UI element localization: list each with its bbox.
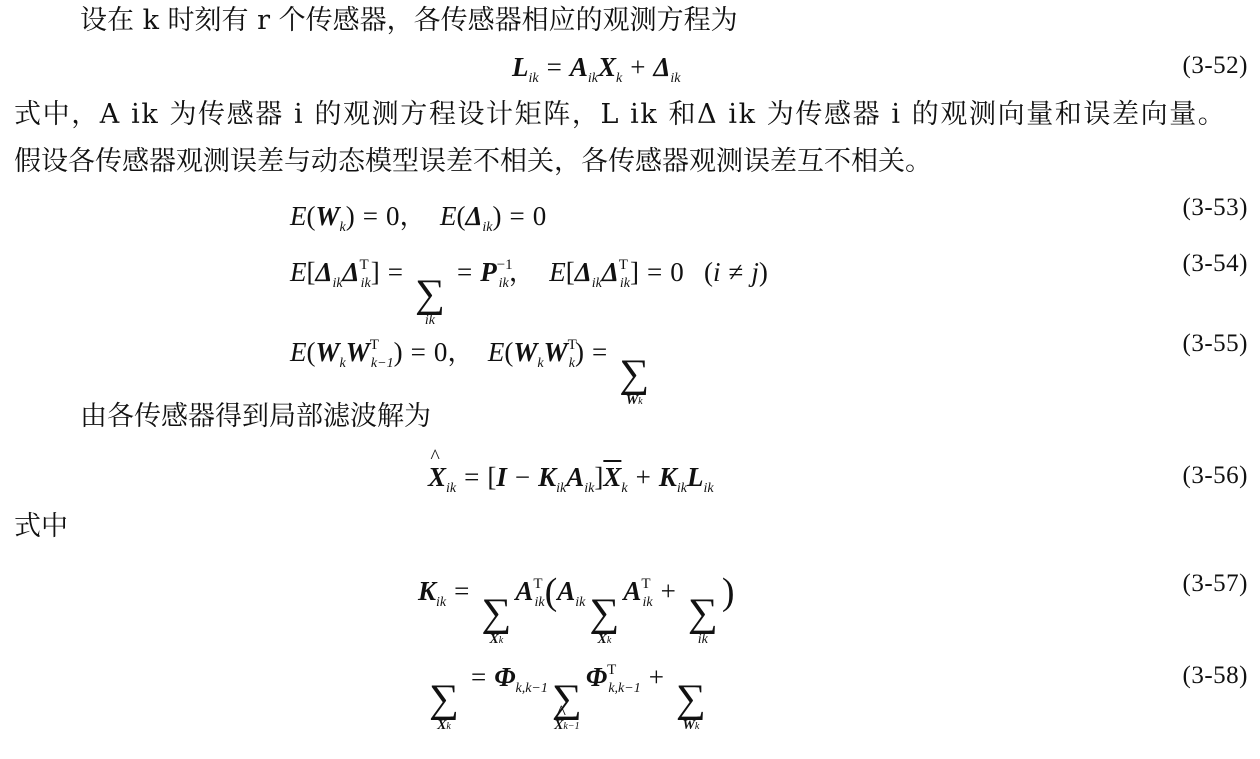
paragraph-3 xyxy=(14,145,1254,179)
paragraph-2-text: 式中，A ik 为传感器 i 的观测方程设计矩阵，L ik 和Δ ik 为传感器 i 的观测向量和误差向量。 xyxy=(14,99,1227,130)
equation-number: (3-54) xyxy=(1182,250,1248,277)
equation-3-57-body: $K_{ik}$ = ∑ $\overline{X}k$ $A^T_{ik}(A_{ik}$ ∑ $\overline{X}k$ $A^T_{ik}$ + ∑ ik ) xyxy=(418,571,735,647)
equation-number: (3-53) xyxy=(1182,194,1248,221)
equation-3-56-body: ^ $X_{ik} = [I - K_{ik}A_{ik}]\overline{X}_k + K_{ik}L_{ik}$ xyxy=(428,462,714,497)
paragraph-4 xyxy=(80,400,1240,434)
equation-3-58-body: ∑ $\overline{X}k$ = $\Phi_{k,k-1}$ ∑ ^ Xk−1 $\Phi^T_{k,k-1}$ + ∑ Wk xyxy=(425,662,710,733)
equation-3-55-body: $E(W_kW^T_{k-1}) = 0$， $E(W_kW^T_k)$ = ∑ Wk xyxy=(290,337,650,408)
paragraph-1-text: 设在 k 时刻有 r 个传感器，各传感器相应的观测方程为 xyxy=(80,5,738,36)
equation-3-52-body: $L_{ik} = A_{ik}X_k + \Delta_{ik}$ xyxy=(512,52,681,86)
sum-sign: ∑ ik xyxy=(415,272,445,328)
paragraph-3-text: 假设各传感器观测误差与动态模型误差不相关，各传感器观测误差互不相关。 xyxy=(14,146,932,177)
paragraph-4-text: 由各传感器得到局部滤波解为 xyxy=(80,401,431,432)
paragraph-1 xyxy=(80,4,1240,38)
paragraph-5 xyxy=(14,510,1254,544)
paragraph-2 xyxy=(14,98,1254,132)
equation-number: (3-58) xyxy=(1182,662,1248,689)
sum-sign: ∑ $\overline{X}k$ xyxy=(589,591,620,647)
paragraph-5-text: 式中 xyxy=(14,511,68,542)
sum-sign: ∑ $\overline{X}k$ xyxy=(481,591,512,647)
equation-3-54-body: $E[\Delta_{ik}\Delta^T_{ik}]$ = ∑ ik = $P^{-1}_{ik}$， $E[\Delta_{ik}\Delta^T_{ik}] = 0$ (i ≠ j) xyxy=(290,257,768,328)
equation-number: (3-57) xyxy=(1182,570,1248,597)
equation-number: (3-55) xyxy=(1182,330,1248,357)
sum-sign: ∑ Wk xyxy=(675,677,706,733)
equation-3-53-body: $E(W_k) = 0$， $E(\Delta_{ik}) = 0$ xyxy=(290,201,547,235)
sum-sign: ∑ ik xyxy=(687,591,718,647)
sum-sign: ∑ Wk xyxy=(619,352,650,408)
equation-number: (3-52) xyxy=(1182,52,1248,79)
sum-sign: ∑ ^ Xk−1 xyxy=(552,681,582,733)
equation-number: (3-56) xyxy=(1182,462,1248,489)
sum-sign: ∑ $\overline{X}k$ xyxy=(429,677,459,733)
